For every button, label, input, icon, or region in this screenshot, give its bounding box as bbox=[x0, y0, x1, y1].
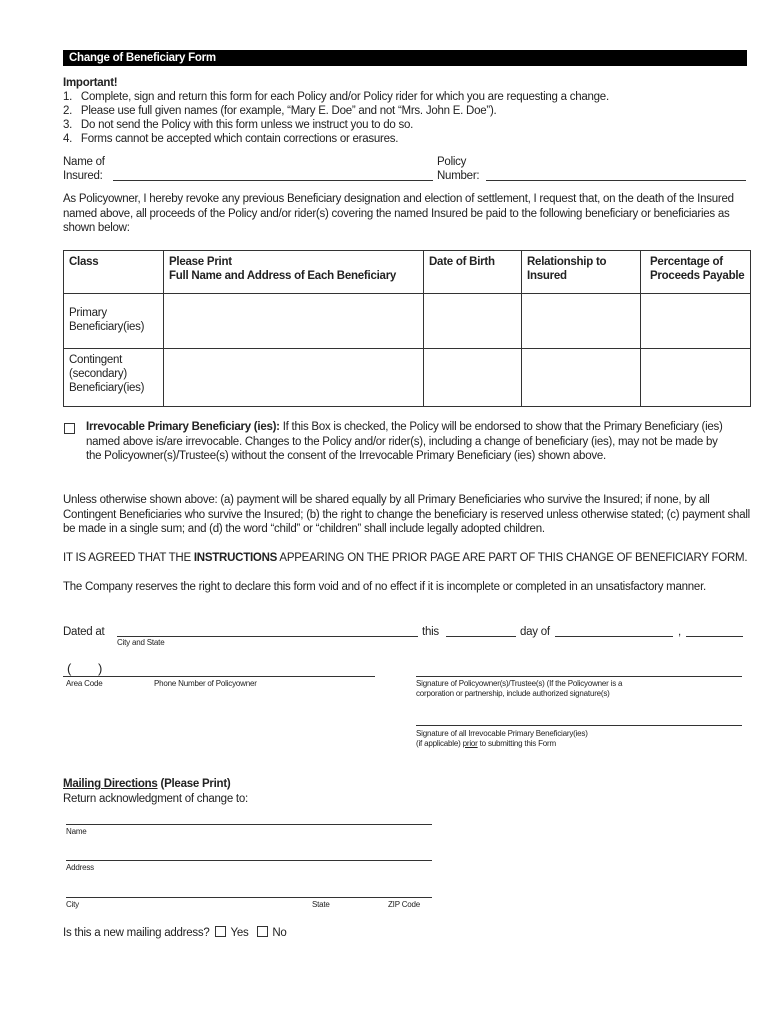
company-paragraph: The Company reserves the right to declare this form void and of no effect if it is incomplete or completed in an unsatisfactory manner. bbox=[63, 581, 706, 593]
mail-name-label: Name bbox=[66, 827, 87, 836]
month-field[interactable] bbox=[555, 636, 673, 637]
instruction-1: 1. Complete, sign and return this form for each Policy and/or Policy rider for which you are requesting a change. bbox=[63, 91, 609, 103]
row-primary-label: Primary Beneficiary(ies) bbox=[64, 294, 164, 349]
irrevocable-checkbox[interactable] bbox=[64, 423, 75, 434]
dated-at-label: Dated at bbox=[63, 626, 105, 638]
table-row bbox=[64, 294, 751, 349]
insured-label-1: Name of bbox=[63, 156, 105, 168]
sig2-pre: (if applicable) bbox=[416, 739, 463, 748]
sig1-line1: Signature of Policyowner(s)/Trustee(s) (If the Policyowner is a bbox=[416, 679, 623, 688]
row-contingent-label: Contingent (secondary) Beneficiary(ies) bbox=[64, 349, 164, 407]
mail-state-label: State bbox=[312, 900, 330, 909]
mail-address-field[interactable] bbox=[66, 860, 432, 861]
mailing-heading-suffix: (Please Print) bbox=[157, 778, 231, 790]
revoke-paragraph: As Policyowner, I hereby revoke any previous Beneficiary designation and election of settlement, I request that, on the death of the Insured named above, all proceeds of the Policy and/or rider(s) covering the named Insured be paid to the following beneficiary or beneficiaries as shown below: bbox=[63, 193, 734, 234]
area-code-parens: ( ) bbox=[67, 661, 103, 676]
contingent-dob-cell[interactable] bbox=[424, 349, 522, 407]
mailing-subtext: Return acknowledgment of change to: bbox=[63, 793, 248, 805]
city-state-field[interactable] bbox=[117, 636, 418, 637]
unless-paragraph: Unless otherwise shown above: (a) payment will be shared equally by all Primary Beneficiaries who survive the Insured; if none, by all Contingent Beneficiaries who survive the Insured; (b) the right to change the beneficiary is reserved unless otherwise stated; (c) payment shall be made in a single sum; and (d) the word “child” or “children” shall include legally adopted children. bbox=[63, 494, 750, 535]
table-header-row bbox=[64, 251, 751, 294]
insured-label-2: Insured: bbox=[63, 170, 103, 182]
no-label: No bbox=[272, 927, 287, 939]
mail-city-label: City bbox=[66, 900, 79, 909]
mail-name-field[interactable] bbox=[66, 824, 432, 825]
insured-name-field[interactable] bbox=[113, 180, 433, 181]
form-title: Change of Beneficiary Form bbox=[63, 50, 747, 66]
day-of-label: day of bbox=[520, 626, 550, 638]
policy-label-1: Policy bbox=[437, 156, 467, 168]
beneficiary-table bbox=[63, 250, 751, 407]
mail-address-label: Address bbox=[66, 863, 94, 872]
primary-dob-cell[interactable] bbox=[424, 294, 522, 349]
this-label: this bbox=[422, 626, 439, 638]
header-class: Class bbox=[64, 251, 164, 294]
instruction-2: 2. Please use full given names (for example, “Mary E. Doe” and not “Mrs. John E. Doe”). bbox=[63, 105, 497, 117]
irrevocable-signature-field[interactable] bbox=[416, 725, 742, 726]
irrevocable-text: If this Box is checked, the Policy will be endorsed to show that the Primary Beneficiary (ies) named above is/are irrevocable. Changes to the Policy and/or rider(s), including a change of beneficiary (ies), may not be made by the Policyowner(s)/Trustee(s) without the consent of the Irrevocable Primary Beneficiary (ies) shown above. bbox=[86, 421, 723, 462]
sig2-line2 bbox=[416, 739, 556, 749]
mailing-heading bbox=[63, 777, 231, 791]
primary-name-cell[interactable] bbox=[164, 294, 424, 349]
yes-label: Yes bbox=[230, 927, 249, 939]
instruction-3: 3. Do not send the Policy with this form unless we instruct you to do so. bbox=[63, 119, 414, 131]
policyowner-signature-field[interactable] bbox=[416, 676, 742, 677]
yes-checkbox[interactable] bbox=[215, 926, 226, 937]
table-row bbox=[64, 349, 751, 407]
agreed-statement bbox=[63, 551, 747, 565]
new-address-question: Is this a new mailing address? bbox=[63, 927, 210, 939]
no-checkbox[interactable] bbox=[257, 926, 268, 937]
mailing-heading-text: Mailing Directions bbox=[63, 778, 158, 790]
policy-number-field[interactable] bbox=[486, 180, 746, 181]
sig2-line1: Signature of all Irrevocable Primary Beneficiary(ies) bbox=[416, 729, 588, 738]
agreed-pre: IT IS AGREED THAT THE bbox=[63, 552, 194, 564]
policy-label-2: Number: bbox=[437, 170, 480, 182]
irrevocable-label: Irrevocable Primary Beneficiary (ies): bbox=[86, 421, 280, 433]
city-state-label: City and State bbox=[117, 638, 165, 647]
contingent-percentage-cell[interactable] bbox=[641, 349, 751, 407]
mail-zip-label: ZIP Code bbox=[388, 900, 421, 909]
header-relationship: Relationship to Insured bbox=[522, 251, 641, 294]
sig2-prior: prior bbox=[462, 739, 478, 748]
header-name-address: Please Print Full Name and Address of Each Beneficiary bbox=[164, 251, 424, 294]
primary-relationship-cell[interactable] bbox=[522, 294, 641, 349]
header-date-of-birth: Date of Birth bbox=[424, 251, 522, 294]
irrevocable-paragraph bbox=[86, 420, 726, 464]
agreed-instructions: INSTRUCTIONS bbox=[193, 552, 278, 564]
header-percentage: Percentage of Proceeds Payable bbox=[641, 251, 751, 294]
new-address-row bbox=[63, 926, 287, 940]
important-heading: Important! bbox=[63, 77, 118, 89]
contingent-name-cell[interactable] bbox=[164, 349, 424, 407]
primary-percentage-cell[interactable] bbox=[641, 294, 751, 349]
area-code-label: Area Code bbox=[66, 679, 103, 688]
year-field[interactable] bbox=[686, 636, 743, 637]
sig1-line2: corporation or partnership, include authorized signature(s) bbox=[416, 689, 610, 698]
mail-city-state-zip-field[interactable] bbox=[66, 897, 432, 898]
phone-field[interactable] bbox=[63, 676, 375, 677]
day-field[interactable] bbox=[446, 636, 516, 637]
contingent-relationship-cell[interactable] bbox=[522, 349, 641, 407]
date-comma: , bbox=[678, 626, 681, 638]
sig2-post: to submitting this Form bbox=[477, 739, 556, 748]
phone-label: Phone Number of Policyowner bbox=[154, 679, 257, 688]
instruction-4: 4. Forms cannot be accepted which contain corrections or erasures. bbox=[63, 133, 399, 145]
agreed-post: APPEARING ON THE PRIOR PAGE ARE PART OF THIS CHANGE OF BENEFICIARY FORM. bbox=[277, 552, 748, 564]
